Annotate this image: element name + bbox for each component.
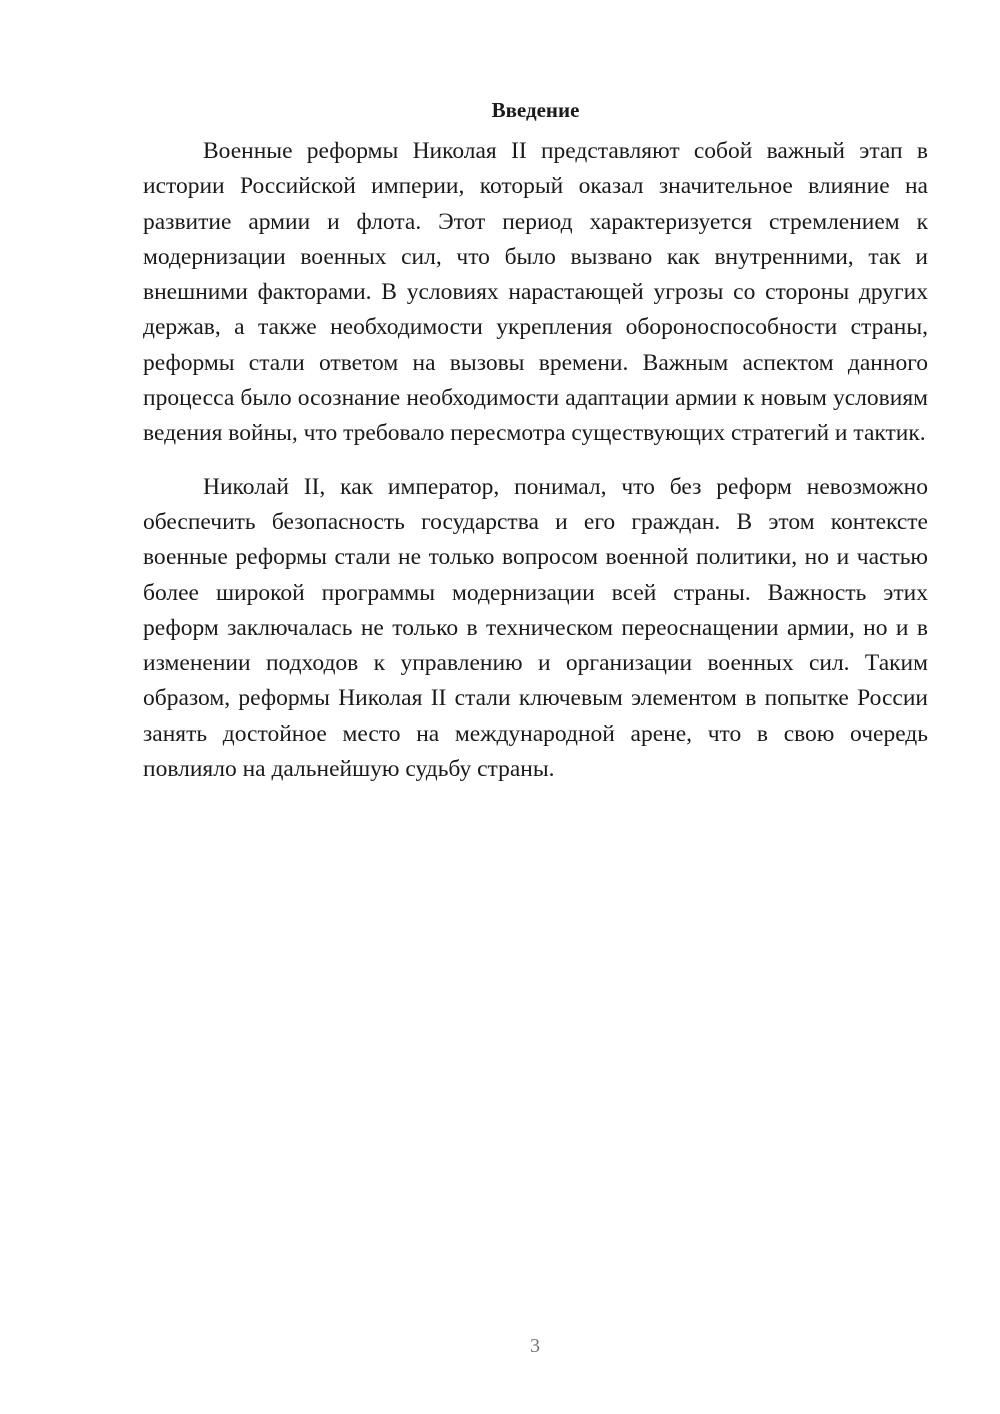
section-title: Введение — [491, 98, 580, 122]
paragraph-2: Николай II, как император, понимал, что без реформ невозможно обеспечить безопасность государства и его граждан. В этом контексте военные реформы стали не только вопросом военной политики, но и частью более широкой программы модернизации всей страны. Важность этих реформ заключалась не только в техническом переоснащении армии, но и в изменении подходов к управлению и организации военных сил. Таким образом, реформы Николая II стали ключевым элементом в попытке России занять достойное место на международной арене, что в свою очередь повлияло на дальнейшую судьбу страны. — [143, 473, 928, 783]
paragraph-1: Военные реформы Николая II представляют собой важный этап в истории Российской империи, который оказал значительное влияние на развитие армии и флота. Этот период характеризуется стремлением к модернизации военных сил, что было вызвано как внутренними, так и внешними факторами. В условиях нарастающей угрозы со стороны других держав, а также необходимости укрепления обороноспособности страны, реформы стали ответом на вызовы времени. Важным аспектом данного процесса было осознание необходимости адаптации армии к новым условиям ведения войны, что требовало пересмотра существующих стратегий и тактик. — [143, 138, 928, 447]
page-content — [143, 96, 928, 787]
page-number: 3 — [530, 1335, 540, 1357]
